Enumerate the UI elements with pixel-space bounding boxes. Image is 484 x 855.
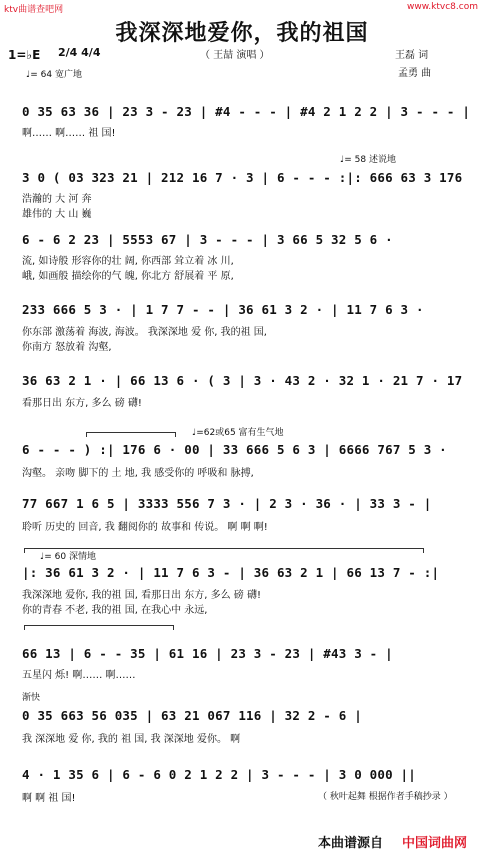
lyrics-line-11a: 啊 啊 祖 国! — [22, 793, 76, 804]
lyrics-line-3a: 流, 如诗般 形容你的壮 阔, 你西部 耸立着 冰 川, — [22, 256, 234, 267]
lyrics-line-8b: 你的青春 不老, 我的祖 国, 在我心中 永远, — [22, 605, 208, 616]
lyrics-line-1a: 啊…… 啊…… 祖 国! — [22, 128, 116, 139]
lyrics-line-2a: 浩瀚的 大 河 奔 — [22, 194, 92, 205]
score-line-7: 77 667 1 6 5 | 3333 556 7 3 · | 2 3 · 36 · | 33 3 - | — [22, 496, 432, 511]
composer-credit: 孟勇 曲 — [398, 68, 432, 79]
lyrics-line-4a: 你东部 激荡着 海波, 海波。 我深深地 爱 你, 我的祖 国, — [22, 327, 267, 338]
score-line-3: 6 - 6 2 23 | 5553 67 | 3 - - - | 3 66 5 32 5 6 · — [22, 232, 393, 247]
score-line-11: 4 · 1 35 6 | 6 - 6 0 2 1 2 2 | 3 - - - | 3 0 000 || — [22, 767, 417, 782]
time-signature: 2/4 4/4 — [58, 46, 101, 59]
score-line-1: 0 35 63 36 | 23 3 - 23 | #4 - - - | #4 2 1 2 2 | 3 - - - | — [22, 104, 471, 119]
singer-credit: （ 王喆 演唱 ） — [200, 50, 270, 61]
key-signature: 1=♭E — [8, 48, 41, 62]
lyrics-line-5a: 看那日出 东方, 多么 磅 礴! — [22, 398, 142, 409]
score-line-10: 0 35 663 56 035 | 63 21 067 116 | 32 2 - 6 | — [22, 708, 362, 723]
accelerando-marking: 渐快 — [22, 693, 41, 703]
score-line-4: 233 666 5 3 · | 1 7 7 - - | 36 61 3 2 · | 11 7 6 3 · — [22, 302, 424, 317]
site-watermark-left: ktv曲谱查吧网 — [4, 5, 64, 15]
lyricist-credit: 王磊 词 — [395, 50, 429, 61]
site-watermark-right: www.ktvc8.com — [407, 2, 478, 12]
lyrics-line-10a: 我 深深地 爱 你, 我的 祖 国, 我 深深地 爱你。 啊 — [22, 734, 241, 745]
score-line-6: 6 - - - ) :| 176 6 · 00 | 33 666 5 6 3 | 6666 767 5 3 · — [22, 442, 447, 457]
score-line-9: 66 13 | 6 - - 35 | 61 16 | 23 3 - 23 | #43 3 - | — [22, 646, 393, 661]
score-line-8: |: 36 61 3 2 · | 11 7 6 3 - | 36 63 2 1 | 66 13 7 - :| — [22, 565, 440, 580]
lyrics-line-4b: 你南方 怒放着 沟壑, — [22, 342, 112, 353]
lyrics-line-8a: 我深深地 爱你, 我的祖 国, 看那日出 东方, 多么 磅 礴! — [22, 590, 261, 601]
tempo-marking-62: ♩=62或65 富有生气地 — [192, 428, 284, 438]
source-label: 本曲谱源自 — [318, 836, 384, 851]
volta-bracket-ii — [24, 625, 174, 626]
tempo-marking-60: ♩= 60 深情地 — [40, 552, 96, 562]
transcription-credit: （ 秋叶起舞 根据作者手稿抄录 ） — [318, 792, 453, 802]
lyrics-line-2b: 雄伟的 大 山 巍 — [22, 209, 92, 220]
lyrics-line-6a: 沟壑。 亲吻 脚下的 土 地, 我 感受你的 呼吸和 脉搏, — [22, 468, 254, 479]
source-site-logo: 中国词曲网 — [402, 836, 468, 851]
song-title: 我深深地爱你，我的祖国 — [115, 20, 369, 46]
lyrics-line-9a: 五星闪 烁! 啊…… 啊…… — [22, 670, 136, 681]
lyrics-line-3b: 峨, 如画般 描绘你的气 魄, 你北方 舒展着 平 原, — [22, 271, 234, 282]
volta-bracket-1 — [24, 548, 424, 549]
tempo-marking: ♩= 64 宽广地 — [26, 70, 82, 80]
score-line-5: 36 63 2 1 · | 66 13 6 · ( 3 | 3 · 43 2 · 32 1 · 21 7 · 17 — [22, 373, 463, 388]
lyrics-line-7a: 聆听 历史的 回音, 我 翻阅你的 故事和 传说。 啊 啊 啊! — [22, 522, 268, 533]
volta-bracket-2 — [86, 432, 176, 433]
tempo-marking-58: ♩= 58 述说地 — [340, 155, 396, 165]
score-line-2: 3 0 ( 03 323 21 | 212 16 7 · 3 | 6 - - - :|: 666 63 3 176 — [22, 170, 463, 185]
